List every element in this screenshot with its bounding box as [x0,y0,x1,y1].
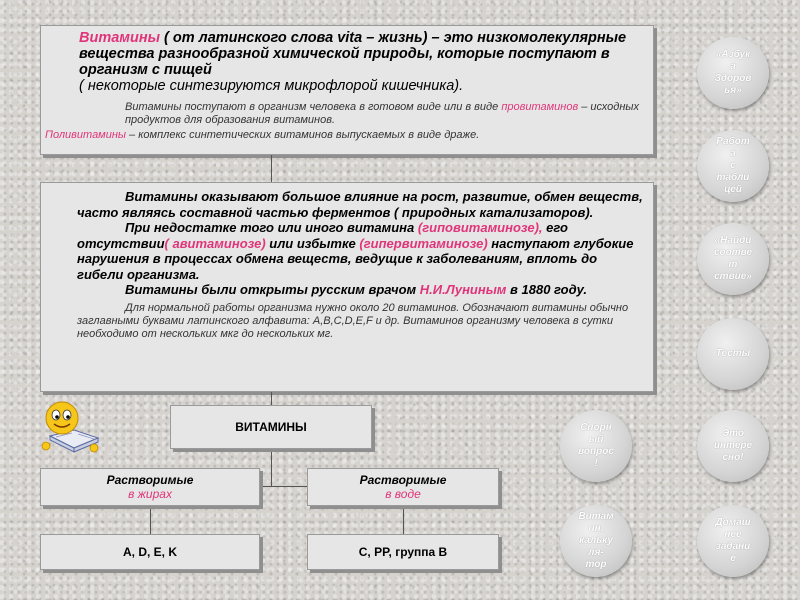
nav-health-abc-button[interactable]: «Азбук а Здоров ья» [697,37,769,109]
microflora-note: ( некоторые синтезируются микрофлорой кишечника). [79,78,464,94]
vitamins-root-box: ВИТАМИНЫ [170,405,372,449]
nav-disputed-question-button[interactable]: Спорн ый вопрос ! [560,410,632,482]
nav-homework-button[interactable]: Домаш нее задани е [697,505,769,577]
fat-soluble-list-box: A, D, E, K [40,534,260,570]
nav-table-work-button[interactable]: Работ а с табли цей [697,130,769,202]
connector-line [271,392,272,405]
polyvitamins-text: Поливитамины – комплекс синтетических витаминов выпускаемых в виде драже. [45,129,480,141]
water-soluble-list-box: C, PP, группа В [307,534,499,570]
connector-line [403,506,404,534]
connector-line [271,155,272,182]
nav-interesting-button[interactable]: Это интере сно! [697,410,769,482]
vitamins-term: Витамины [79,30,161,46]
nav-find-match-button[interactable]: «Найди соотве т ствие» [697,223,769,295]
connector-line [271,452,272,486]
norm-text: Для нормальной работы организма нужно около 20 витаминов. Обозначают витамины обычно заглавными буквами латинского алфавита: A,B,C,D,E,F и др. Витаминов организму человека в сутки необходимо от нескольких мкг до нескольких мг. [77,301,629,340]
definition-panel [40,25,654,155]
fat-soluble-box: Растворимые в жирах [40,468,260,506]
deficiency-text: При недостатке того или иного витамина (гиповитаминозе), его отсутствии( авитаминозе) или избытке (гипервитаминозе) наступают глубокие нарушения в процессах обмена веществ, ведущие к заболеваниям, вплоть до гибели организма. [77,220,634,282]
influence-text: Витамины оказывают большое влияние на рост, развитие, обмен веществ, часто являясь составной частью ферментов ( природных катализаторов). [77,189,643,220]
definition-text: Витамины ( от латинского слова vita – жизнь) – это низкомолекулярные вещества разнообразной химической природы, которые поступают в организм с пищей ( некоторые синтезируются микрофлорой кишечника). [79,30,627,94]
nav-vitamin-calculator-button[interactable]: Витам ин. кальку ля- тор [560,505,632,577]
nav-tests-button[interactable]: Тесты [697,318,769,390]
water-soluble-box: Растворимые в воде [307,468,499,506]
effects-panel [40,182,654,392]
connector-line [150,506,151,534]
connector-line [260,486,307,487]
discovery-text: Витамины были открыты русским врачом Н.И.Луниным в 1880 году. [125,282,587,297]
provitamins-text: Витамины поступают в организм человека в готовом виде или в виде провитаминов – исходных продуктов для образования витаминов. [125,101,640,126]
smiley-book-icon [36,396,106,458]
